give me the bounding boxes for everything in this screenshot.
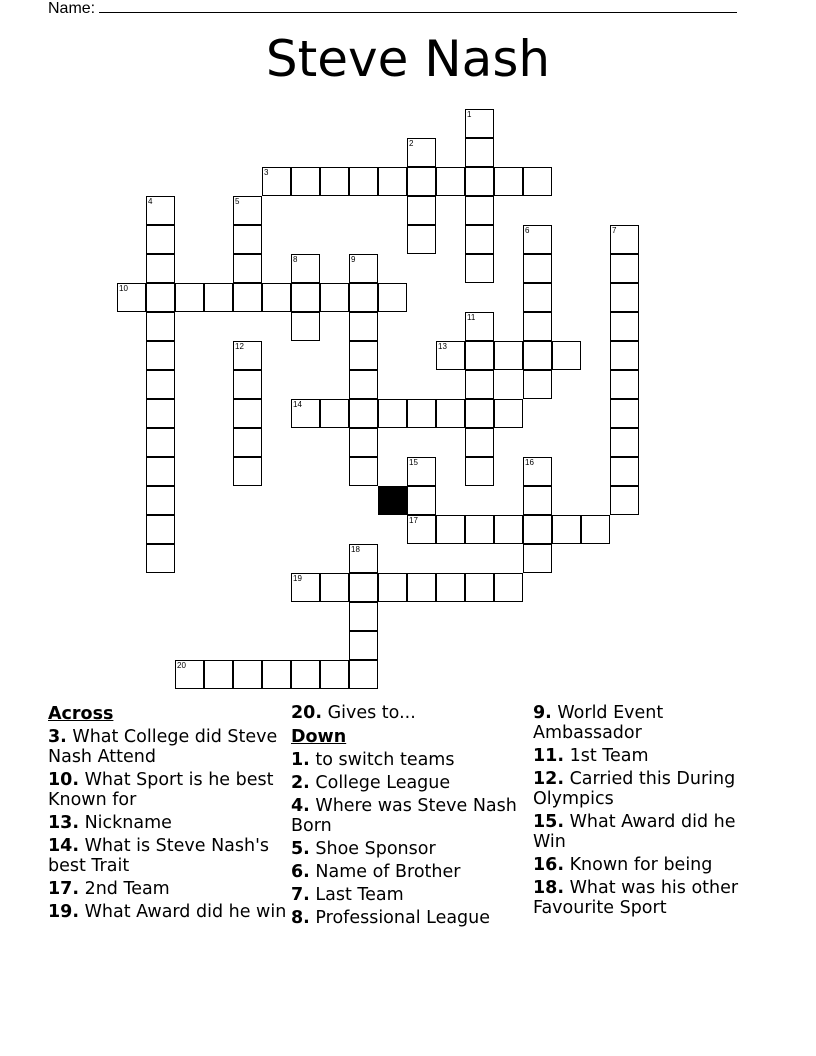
grid-cell[interactable] — [146, 341, 175, 370]
clue-text: Where was Steve Nash Born — [291, 796, 517, 836]
grid-cell[interactable] — [349, 254, 378, 283]
clue-item — [533, 769, 773, 809]
grid-cell[interactable] — [552, 341, 581, 370]
grid-cell[interactable] — [465, 515, 494, 544]
grid-cell[interactable] — [523, 370, 552, 399]
grid-cell[interactable] — [610, 428, 639, 457]
cell-number: 8 — [293, 255, 298, 264]
grid-cell[interactable] — [378, 283, 407, 312]
clue-text: World Event Ambassador — [533, 703, 664, 743]
grid-cell[interactable] — [610, 486, 639, 515]
grid-cell[interactable] — [146, 283, 175, 312]
cell-number: 10 — [119, 284, 128, 293]
grid-cell[interactable] — [291, 283, 320, 312]
cell-number: 14 — [293, 400, 302, 409]
grid-cell[interactable] — [233, 660, 262, 689]
clue-item — [48, 902, 288, 922]
grid-cell[interactable] — [378, 399, 407, 428]
clue-text: What Award did he win — [79, 902, 287, 922]
cell-number: 11 — [467, 313, 476, 322]
down-heading: Down — [291, 727, 347, 747]
grid-cell[interactable] — [407, 399, 436, 428]
grid-cell[interactable] — [233, 399, 262, 428]
grid-cell[interactable] — [262, 167, 291, 196]
clue-item — [48, 879, 288, 899]
grid-cell[interactable] — [610, 399, 639, 428]
clue-item — [48, 770, 288, 810]
name-underline[interactable] — [99, 0, 737, 13]
grid-cell[interactable] — [349, 341, 378, 370]
clue-number: 3. — [48, 727, 67, 747]
grid-cell[interactable] — [523, 225, 552, 254]
clue-number: 20. — [291, 703, 323, 723]
grid-cell[interactable] — [233, 341, 262, 370]
clue-item — [291, 773, 531, 793]
grid-cell[interactable] — [465, 167, 494, 196]
clue-text: What Award did he Win — [533, 812, 736, 852]
clue-text: Shoe Sponsor — [309, 839, 436, 859]
clue-text: Known for being — [564, 855, 713, 875]
cell-number: 13 — [438, 342, 447, 351]
clue-number: 18. — [533, 878, 565, 898]
grid-cell[interactable] — [291, 573, 320, 602]
grid-cell[interactable] — [146, 254, 175, 283]
grid-cell[interactable] — [465, 457, 494, 486]
grid-cell[interactable] — [349, 370, 378, 399]
cell-number: 6 — [525, 226, 530, 235]
grid-cell[interactable] — [146, 196, 175, 225]
clue-number: 17. — [48, 879, 80, 899]
clue-text: 2nd Team — [79, 879, 170, 899]
clue-column-2 — [291, 700, 531, 928]
grid-cell[interactable] — [146, 515, 175, 544]
clue-text: to switch teams — [309, 750, 455, 770]
grid-cell[interactable] — [407, 573, 436, 602]
grid-cell[interactable] — [494, 515, 523, 544]
name-field[interactable] — [48, 0, 737, 18]
grid-cell[interactable] — [204, 660, 233, 689]
grid-cell[interactable] — [465, 254, 494, 283]
grid-cell[interactable] — [610, 254, 639, 283]
clue-text: Nickname — [79, 813, 172, 833]
grid-cell[interactable] — [146, 225, 175, 254]
clue-text: What is Steve Nash's best Trait — [48, 836, 270, 876]
grid-cell[interactable] — [407, 457, 436, 486]
grid-cell[interactable] — [465, 428, 494, 457]
clue-number: 15. — [533, 812, 565, 832]
clue-item — [291, 839, 531, 859]
grid-cell[interactable] — [494, 399, 523, 428]
grid-cell[interactable] — [233, 457, 262, 486]
clue-number: 7. — [291, 885, 310, 905]
clue-number: 12. — [533, 769, 565, 789]
grid-cell[interactable] — [610, 457, 639, 486]
clue-column-1 — [48, 700, 288, 922]
grid-cell[interactable] — [291, 254, 320, 283]
grid-cell[interactable] — [146, 457, 175, 486]
grid-cell[interactable] — [349, 428, 378, 457]
grid-cell[interactable] — [465, 138, 494, 167]
clue-item — [291, 750, 531, 770]
clue-item — [48, 727, 288, 767]
clue-text: Gives to... — [322, 703, 416, 723]
grid-cell[interactable] — [523, 254, 552, 283]
clue-number: 13. — [48, 813, 80, 833]
clue-text: 1st Team — [564, 746, 649, 766]
clue-item — [291, 908, 531, 928]
grid-cell[interactable] — [465, 312, 494, 341]
grid-cell[interactable] — [494, 341, 523, 370]
black-cell — [378, 486, 407, 515]
clue-number: 6. — [291, 862, 310, 882]
grid-cell[interactable] — [436, 573, 465, 602]
grid-cell[interactable] — [436, 167, 465, 196]
cell-number: 19 — [293, 574, 302, 583]
clue-column-3 — [533, 700, 773, 918]
clue-item — [48, 836, 288, 876]
grid-cell[interactable] — [465, 225, 494, 254]
grid-cell[interactable] — [407, 486, 436, 515]
grid-cell[interactable] — [465, 341, 494, 370]
cell-number: 16 — [525, 458, 534, 467]
grid-cell[interactable] — [494, 167, 523, 196]
cell-number: 20 — [177, 661, 186, 670]
grid-cell[interactable] — [291, 399, 320, 428]
grid-cell[interactable] — [291, 312, 320, 341]
grid-cell[interactable] — [349, 167, 378, 196]
grid-cell[interactable] — [146, 399, 175, 428]
cell-number: 17 — [409, 516, 418, 525]
grid-cell[interactable] — [407, 225, 436, 254]
grid-cell[interactable] — [146, 312, 175, 341]
grid-cell[interactable] — [117, 283, 146, 312]
grid-cell[interactable] — [349, 602, 378, 631]
clue-number: 1. — [291, 750, 310, 770]
grid-cell[interactable] — [291, 660, 320, 689]
grid-cell[interactable] — [523, 515, 552, 544]
clue-number: 8. — [291, 908, 310, 928]
clue-number: 10. — [48, 770, 80, 790]
grid-cell[interactable] — [378, 573, 407, 602]
cell-number: 15 — [409, 458, 418, 467]
grid-cell[interactable] — [349, 399, 378, 428]
clue-text: What was his other Favourite Sport — [533, 878, 739, 918]
clue-item — [533, 812, 773, 852]
grid-cell[interactable] — [436, 399, 465, 428]
grid-cell[interactable] — [407, 515, 436, 544]
name-label: Name: — [48, 0, 96, 17]
grid-cell[interactable] — [233, 370, 262, 399]
clue-text: Carried this During Olympics — [533, 769, 736, 809]
grid-cell[interactable] — [233, 254, 262, 283]
grid-cell[interactable] — [407, 167, 436, 196]
grid-cell[interactable] — [581, 515, 610, 544]
cell-number: 3 — [264, 168, 269, 177]
clue-number: 16. — [533, 855, 565, 875]
cell-number: 7 — [612, 226, 617, 235]
grid-cell[interactable] — [523, 544, 552, 573]
grid-cell[interactable] — [320, 167, 349, 196]
grid-cell[interactable] — [494, 573, 523, 602]
clue-number: 19. — [48, 902, 80, 922]
grid-cell[interactable] — [407, 138, 436, 167]
clue-item — [533, 703, 773, 743]
grid-cell[interactable] — [146, 428, 175, 457]
clue-number: 11. — [533, 746, 565, 766]
clue-number: 4. — [291, 796, 310, 816]
clue-text: Professional League — [309, 908, 491, 928]
grid-cell[interactable] — [233, 428, 262, 457]
grid-cell[interactable] — [320, 283, 349, 312]
cell-number: 2 — [409, 139, 414, 148]
grid-cell[interactable] — [204, 283, 233, 312]
cell-number: 18 — [351, 545, 360, 554]
grid-cell[interactable] — [349, 457, 378, 486]
grid-cell[interactable] — [465, 399, 494, 428]
grid-cell[interactable] — [233, 283, 262, 312]
grid-cell[interactable] — [349, 312, 378, 341]
grid-cell[interactable] — [146, 486, 175, 515]
grid-cell[interactable] — [465, 370, 494, 399]
grid-cell[interactable] — [436, 341, 465, 370]
grid-cell[interactable] — [407, 196, 436, 225]
clue-item — [533, 746, 773, 766]
grid-cell[interactable] — [262, 283, 291, 312]
cell-number: 1 — [467, 110, 472, 119]
across-heading: Across — [48, 704, 114, 724]
grid-cell[interactable] — [465, 109, 494, 138]
grid-cell[interactable] — [610, 225, 639, 254]
clue-number: 2. — [291, 773, 310, 793]
grid-cell[interactable] — [349, 631, 378, 660]
grid-cell[interactable] — [349, 660, 378, 689]
grid-cell[interactable] — [523, 283, 552, 312]
grid-cell[interactable] — [523, 457, 552, 486]
grid-cell[interactable] — [610, 341, 639, 370]
clue-item — [291, 862, 531, 882]
grid-cell[interactable] — [349, 573, 378, 602]
puzzle-title: Steve Nash — [265, 30, 551, 88]
grid-cell[interactable] — [233, 196, 262, 225]
cell-number: 9 — [351, 255, 356, 264]
grid-cell[interactable] — [552, 515, 581, 544]
clue-item — [291, 703, 531, 723]
grid-cell[interactable] — [291, 167, 320, 196]
grid-cell[interactable] — [233, 225, 262, 254]
clue-number: 9. — [533, 703, 552, 723]
grid-cell[interactable] — [146, 370, 175, 399]
clue-text: Name of Brother — [309, 862, 461, 882]
grid-cell[interactable] — [465, 573, 494, 602]
grid-cell[interactable] — [610, 312, 639, 341]
cell-number: 12 — [235, 342, 244, 351]
clue-item — [533, 855, 773, 875]
clue-item — [533, 878, 773, 918]
clue-number: 14. — [48, 836, 80, 856]
grid-cell[interactable] — [523, 167, 552, 196]
clue-text: What College did Steve Nash Attend — [48, 727, 278, 767]
grid-cell[interactable] — [523, 312, 552, 341]
clue-text: Last Team — [309, 885, 404, 905]
cell-number: 4 — [148, 197, 153, 206]
grid-cell[interactable] — [349, 544, 378, 573]
grid-cell[interactable] — [465, 196, 494, 225]
grid-cell[interactable] — [610, 370, 639, 399]
grid-cell[interactable] — [146, 544, 175, 573]
grid-cell[interactable] — [436, 515, 465, 544]
grid-cell[interactable] — [610, 283, 639, 312]
cell-number: 5 — [235, 197, 240, 206]
grid-cell[interactable] — [320, 399, 349, 428]
grid-cell[interactable] — [523, 486, 552, 515]
clue-text: What Sport is he best Known for — [48, 770, 274, 810]
grid-cell[interactable] — [349, 283, 378, 312]
grid-cell[interactable] — [175, 283, 204, 312]
clue-item — [48, 813, 288, 833]
clue-item — [291, 885, 531, 905]
grid-cell[interactable] — [175, 660, 204, 689]
clue-text: College League — [309, 773, 451, 793]
grid-cell[interactable] — [320, 660, 349, 689]
grid-cell[interactable] — [262, 660, 291, 689]
clue-item — [291, 796, 531, 836]
clue-number: 5. — [291, 839, 310, 859]
grid-cell[interactable] — [523, 341, 552, 370]
grid-cell[interactable] — [320, 573, 349, 602]
grid-cell[interactable] — [378, 167, 407, 196]
